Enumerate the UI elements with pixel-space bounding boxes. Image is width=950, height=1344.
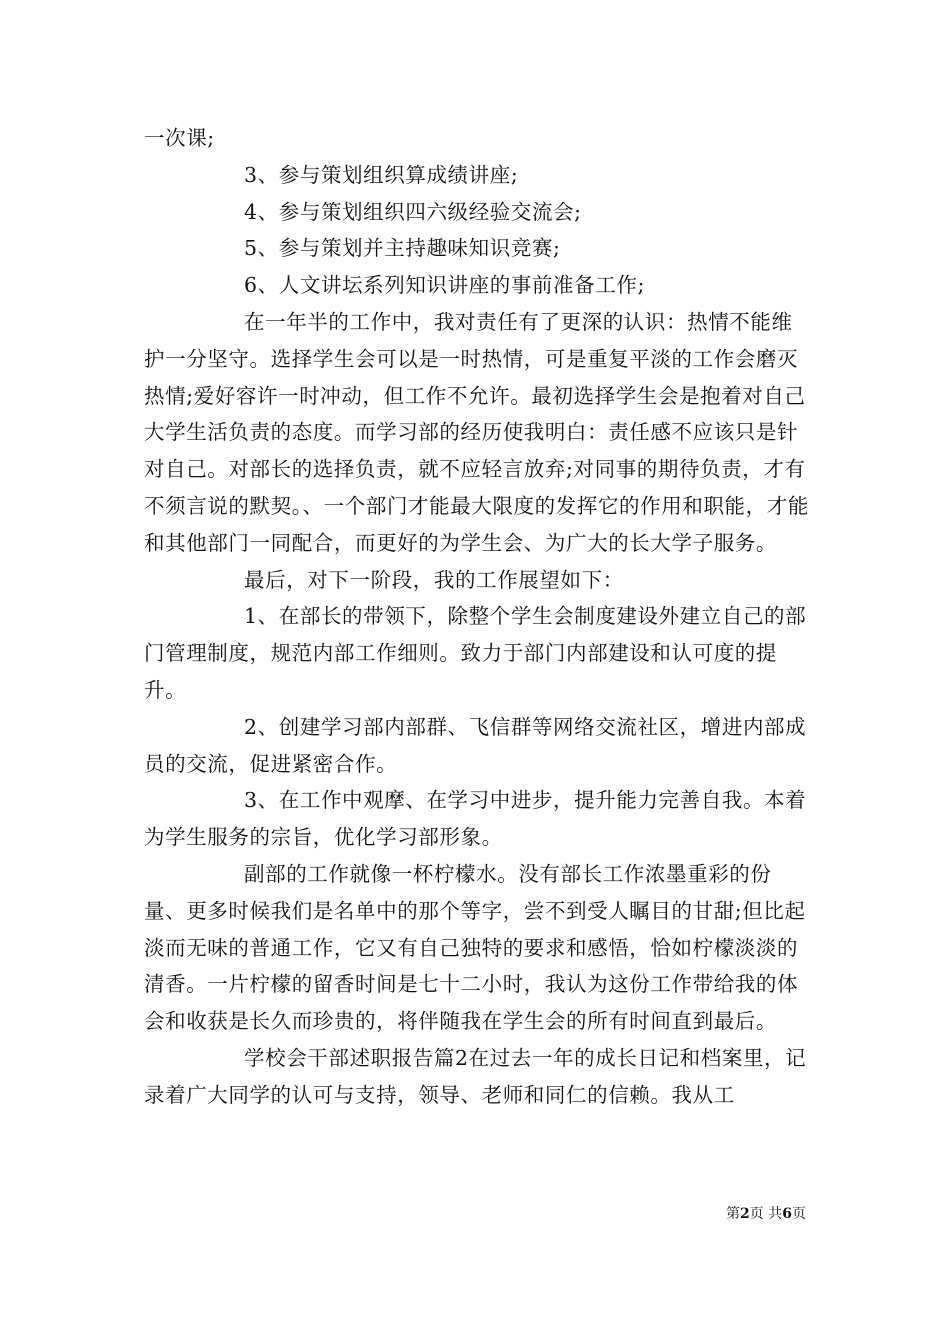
- footer-middle: 页 共: [749, 1206, 783, 1222]
- paragraph-10: 3、在工作中观摩、在学习中进步，提升能力完善自我。本着为学生服务的宗旨，优化学习部形象。: [144, 788, 807, 850]
- paragraph-3: 4、参与策划组织四六级经验交流会;: [244, 199, 582, 224]
- paragraph-9: 2、创建学习部内部群、飞信群等网络交流社区，增进内部成员的交流，促进紧密合作。: [144, 714, 807, 776]
- document-body: [144, 120, 810, 1114]
- paragraph-12: 学校会干部述职报告篇2在过去一年的成长日记和档案里，记录着广大同学的认可与支持，领导、老师和同仁的信赖。我从工: [144, 1045, 807, 1107]
- paragraph-1: 一次课;: [144, 126, 215, 150]
- footer-prefix: 第: [726, 1206, 741, 1222]
- footer-total-pages: 6: [782, 1206, 792, 1222]
- paragraph-7: 最后，对下一阶段，我的工作展望如下：: [244, 567, 624, 592]
- paragraph-5: 6、人文讲坛系列知识讲座的事前准备工作;: [244, 273, 645, 298]
- footer-current-page: 2: [740, 1206, 750, 1222]
- paragraph-8: 1、在部长的带领下，除整个学生会制度建设外建立自己的部门管理制度，规范内部工作细则。致力于部门内部建设和认可度的提升。: [144, 604, 807, 702]
- paragraph-6: 在一年半的工作中，我对责任有了更深的认识：热情不能维护一分坚守。选择学生会可以是一时热情，可是重复平淡的工作会磨灭热情;爱好容许一时冲动，但工作不允许。最初选择学生会是抱着对自己大学生活负责的态度。而学习部的经历使我明白：责任感不应该只是针对自己。对部长的选择负责，就不应轻言放弃;对同事的期待负责，才有不须言说的默契。、一个部门才能最大限度的发挥它的作用和职能，才能和其他部门一同配合，而更好的为学生会、为广大的长大学子服务。: [144, 309, 809, 555]
- page-number-footer: [726, 1203, 806, 1223]
- paragraph-4: 5、参与策划并主持趣味知识竞赛;: [244, 236, 561, 261]
- paragraph-2: 3、参与策划组织算成绩讲座;: [244, 162, 519, 187]
- footer-suffix: 页: [792, 1206, 806, 1222]
- paragraph-11: 副部的工作就像一杯柠檬水。没有部长工作浓墨重彩的份量、更多时候我们是名单中的那个等字，尝不到受人瞩目的甘甜;但比起淡而无味的普通工作，它又有自己独特的要求和感悟，恰如柠檬淡淡的清香。一片柠檬的留香时间是七十二小时，我认为这份工作带给我的体会和收获是长久而珍贵的，将伴随我在学生会的所有时间直到最后。: [144, 861, 806, 1034]
